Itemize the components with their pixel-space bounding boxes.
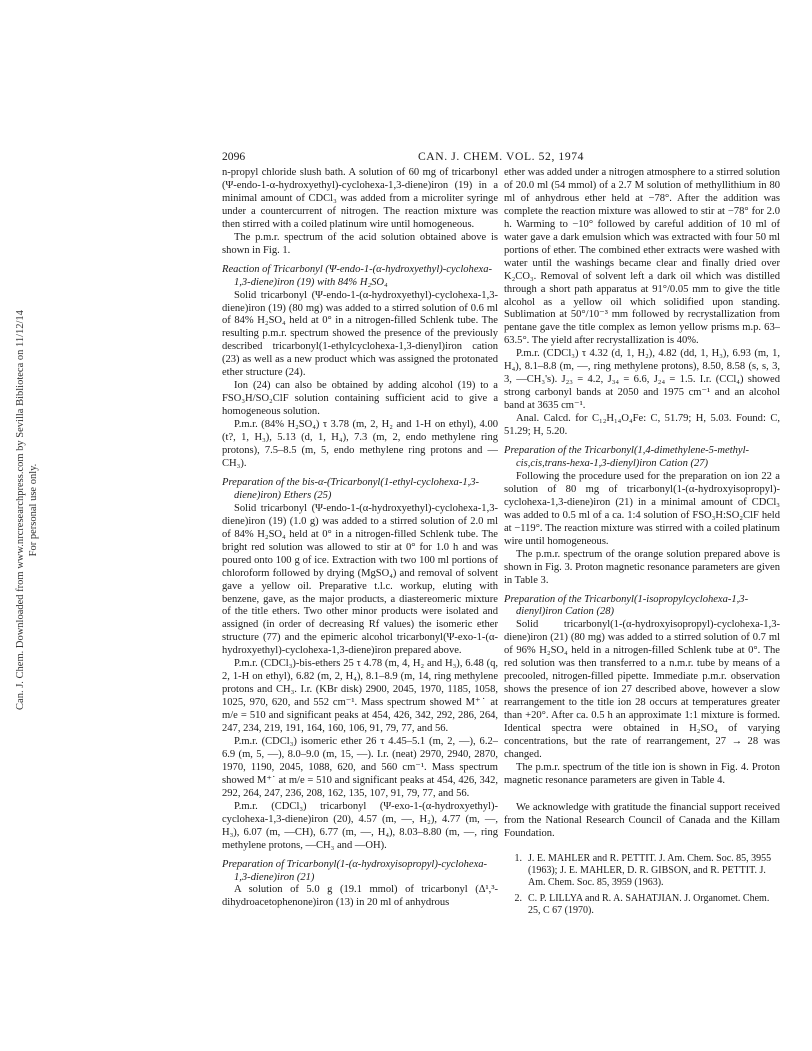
references-list bbox=[504, 853, 780, 917]
paragraph: Ion (24) can also be obtained by adding alcohol (19) to a FSO₃H/SO₂ClF solution containing sufficient acid to give a homogeneous solution. bbox=[222, 380, 498, 418]
paragraph: Solid tricarbonyl (Ψ-endo-1-(α-hydroxyethyl)-cyclohexa-1,3-diene)iron (19) (80 mg) was added to a stirred solution of 0.6 ml of 84% H₂SO₄ held at 0° in a nitrogen-filled Schlenk tube. The resulting p.m.r. spectrum showed the presence of the previously described tricarbonyl(1-ethylcyclohexa-1,3-dienyl)iron cation (23) as well as a new product which was assigned the protonated ether structure (24). bbox=[222, 289, 498, 379]
section-heading: Preparation of Tricarbonyl(1-(α-hydroxyisopropyl)-cyclohexa-1,3-diene)iron (21) bbox=[222, 858, 488, 883]
paragraph: Solid tricarbonyl (Ψ-endo-1-(α-hydroxyethyl)-cyclohexa-1,3-diene)iron (19) (1.0 g) was added to a stirred solution of 2.0 ml of 84% H₂SO₄ held at 0° in a nitrogen-filled Schlenk tube. The bright red solution was allowed to stir at 0° for 1.0 h and was poured onto 100 g of ice. Extraction with two 100 ml portions of chloroform followed by drying (MgSO₄) and removal of solvent gave a yellow oil. Preparative t.l.c. workup, eluting with benzene, gave, as the major products, a diastereomeric mixture of the title ethers. Two other minor products were isolated and assigned (in order of decreasing Rf values) the isomeric ether structure (77) and the epimeric alcohol tricarbonyl(Ψ-exo-1-(α-hydroxyethyl)-cyclohexa-1,3-diene)iron prepared above. bbox=[222, 502, 498, 657]
reference-item bbox=[504, 893, 780, 918]
watermark-line-1: Can. J. Chem. Downloaded from www.nrcresearchpress.com by Sevilla Biblioteca on 11/12/14 bbox=[15, 310, 26, 710]
watermark-line-2: For personal use only. bbox=[28, 463, 39, 557]
paragraph: Solid tricarbonyl(1-(α-hydroxyisopropyl)-cyclohexa-1,3-diene)iron (21) (80 mg) was added to a stirred solution of 0.7 ml of 96% H₂SO₄ held in a nitrogen-filled Schlenk tube at 0°. The red solution was then transferred to a n.m.r. tube by means of a precooled, nitrogen-filled pipette. Immediate p.m.r. observation shows the presence of ion 27 described above, however a slow rearrangement to the title ion 28 occurs at temperatures greater than +20°. After ca. 0.5 h an approximate 1:1 mixture is formed. Identical spectra were obtained in H₂SO₄ of varying concentrations, but the rate of rearrangement, 27 → 28 was changed. bbox=[504, 619, 780, 760]
section-heading: Preparation of the bis-α-(Tricarbonyl(1-ethyl-cyclohexa-1,3-diene)iron) Ethers (25) bbox=[222, 476, 480, 501]
reference-text: C. P. LILLYA and R. A. SAHATJIAN. J. Organomet. Chem. 25, C 67 (1970). bbox=[528, 892, 770, 916]
paragraph: ether was added under a nitrogen atmosphere to a stirred solution of 20.0 ml (54 mmol) of a 2.7 M solution of methyllithium in 80 ml of anhydrous ether held at −78°. After the addition was complete the reaction mixture was allowed to stir at −78° for 2.0 h. Warming to −10° followed by careful addition of 10 ml of water gave a dark emulsion which was extracted with four 50 ml portions of ether. The combined ether extracts were washed with water until the washings became clear and finally dried over K₂CO₃. Removal of solvent left a dark oil which was distilled through a short path apparatus at 91°/0.05 mm to give the title alcohol as a yellow oil which solidified upon standing. Sublimation at 50°/10⁻³ mm followed by recrystallization from pentane gave the title complex as lemon yellow prisms m.p. 63–63.5°. The yield after recrystallization is 40%. bbox=[504, 167, 780, 347]
acknowledgement: We acknowledge with gratitude the financial support received from the National Research Council of Canada and the Killam Foundation. bbox=[504, 801, 780, 839]
paragraph: P.m.r. (CDCl₃)-bis-ethers 25 τ 4.78 (m, 4, H₂ and H₃), 6.48 (q, 2, 1-H on ethyl), 6.82 (m, 2, H₄), 8.1–8.9 (m, 14, ring methylene protons and CH₃. I.r. (KBr disk) 2900, 2045, 1970, 1185, 1058, 1025, 970, 620, and 552 cm⁻¹. Mass spectrum showed M⁺˙ at m/e = 510 and significant peaks at 454, 426, 342, 292, 286, 264, 247, 234, 219, 191, 164, 160, 106, 91, 79, 77, and 56. bbox=[222, 658, 498, 735]
running-header bbox=[222, 150, 780, 166]
page-number: 2096 bbox=[222, 150, 246, 163]
paragraph: The p.m.r. spectrum of the title ion is shown in Fig. 4. Proton magnetic resonance parameters are given in Table 4. bbox=[504, 761, 780, 786]
watermark-text bbox=[14, 150, 50, 870]
reference-number: 2. bbox=[514, 892, 522, 904]
paragraph: Following the procedure used for the preparation on ion 22 a solution of 80 mg of tricarbonyl(1-(α-hydroxyisopropyl)-cyclohexa-1,3-diene)iron (21) in a minimal amount of CDCl₃ was added to 0.5 ml of a ca. 1:4 solution of FSO₃H:SO₂ClF held at −119°. The reaction mixture was stirred with a coiled platinum wire until homogeneous. bbox=[504, 470, 780, 547]
paragraph: A solution of 5.0 g (19.1 mmol) of tricarbonyl (Δ¹,³-dihydroacetophenone)iron (13) in 20 ml of anhydrous bbox=[222, 884, 498, 909]
paragraph: The p.m.r. spectrum of the acid solution obtained above is shown in Fig. 1. bbox=[222, 231, 498, 256]
download-watermark bbox=[14, 150, 50, 870]
section-heading: Preparation of the Tricarbonyl(1-isopropylcyclohexa-1,3-dienyl)iron Cation (28) bbox=[504, 593, 749, 618]
journal-reference: CAN. J. CHEM. VOL. 52, 1974 bbox=[417, 150, 585, 163]
paragraph: P.m.r. (CDCl₃) tricarbonyl (Ψ-exo-1-(α-hydroxyethyl)-cyclohexa-1,3-diene)iron (20), 4.57 (m, —, H₂), 4.77 (m, —, H₃), 6.07 (m, —CH), 6.77 (m, —, H₄), 8.03–8.80 (m, —, ring methylene protons, —CH₃ and —OH). bbox=[222, 800, 498, 851]
reference-number: 1. bbox=[514, 852, 522, 864]
paragraph: n-propyl chloride slush bath. A solution of 60 mg of tricarbonyl (Ψ-endo-1-α-hydroxyethyl)-cyclohexa-1,3-diene)iron (19) in a minimal amount of CDCl₃ was added from a microliter syringe under a countercurrent of nitrogen. The reaction mixture was then stirred with a coiled platinum wire until homogeneous. bbox=[222, 167, 498, 230]
paragraph: P.m.r. (CDCl₃) isomeric ether 26 τ 4.45–5.1 (m, 2, —), 6.2–6.9 (m, 5, —), 8.0–9.0 (m, 15, —). I.r. (neat) 2970, 2940, 2870, 1970, 1190, 2045, 1088, 620, and 560 cm⁻¹. Mass spectrum showed M⁺˙ at m/e = 510 and significant peaks at 454, 426, 342, 292, 264, 247, 236, 208, 162, 135, 107, 91, 79, 77, and 56. bbox=[222, 735, 498, 799]
right-column bbox=[504, 167, 780, 1037]
section-heading: Preparation of the Tricarbonyl(1,4-dimethylene-5-methyl-cis,cis,trans-hexa-1,3-dienyl)iron Cation (27) bbox=[504, 445, 750, 469]
paragraph: Anal. Calcd. for C₁₂H₁₄O₄Fe: C, 51.79; H, 5.03. Found: C, 51.29; H, 5.20. bbox=[504, 413, 780, 438]
left-column bbox=[222, 167, 498, 1037]
paragraph: P.m.r. (CDCl₃) τ 4.32 (d, 1, H₂), 4.82 (dd, 1, H₃), 6.93 (m, 1, H₄), 8.1–8.8 (m, —, ring methylene protons), 8.50, 8.58 (s, s, 3, 3, —CH₃'s). J₂₃ = 4.2, J₃₄ = 6.6, J₂₄ = 1.5. I.r. (CCl₄) showed strong carbonyl bands at 2050 and 1975 cm⁻¹ and an alcohol band at 3635 cm⁻¹. bbox=[504, 348, 780, 412]
reference-text: J. E. MAHLER and R. PETTIT. J. Am. Chem. Soc. 85, 3955 (1963); J. E. MAHLER, D. R. GIBSON, and R. PETTIT. J. Am. Chem. Soc. 85, 3959 (1963). bbox=[528, 852, 772, 889]
reference-item bbox=[504, 853, 780, 890]
paragraph: The p.m.r. spectrum of the orange solution prepared above is shown in Fig. 3. Proton magnetic resonance parameters are given in Table 3. bbox=[504, 548, 780, 586]
paragraph: P.m.r. (84% H₂SO₄) τ 3.78 (m, 2, H₂ and 1-H on ethyl), 4.00 (t?, 1, H₃), 5.13 (d, 1, H₄), 7.3 (m, 2, endo methylene ring protons), 7.5–8.5 (m, 5, endo methylene ring protons and —CH₃). bbox=[222, 419, 498, 469]
section-heading: Reaction of Tricarbonyl (Ψ-endo-1-(α-hydroxyethyl)-cyclohexa-1,3-diene)iron (19) with 84% H₂SO₄ bbox=[222, 263, 492, 288]
